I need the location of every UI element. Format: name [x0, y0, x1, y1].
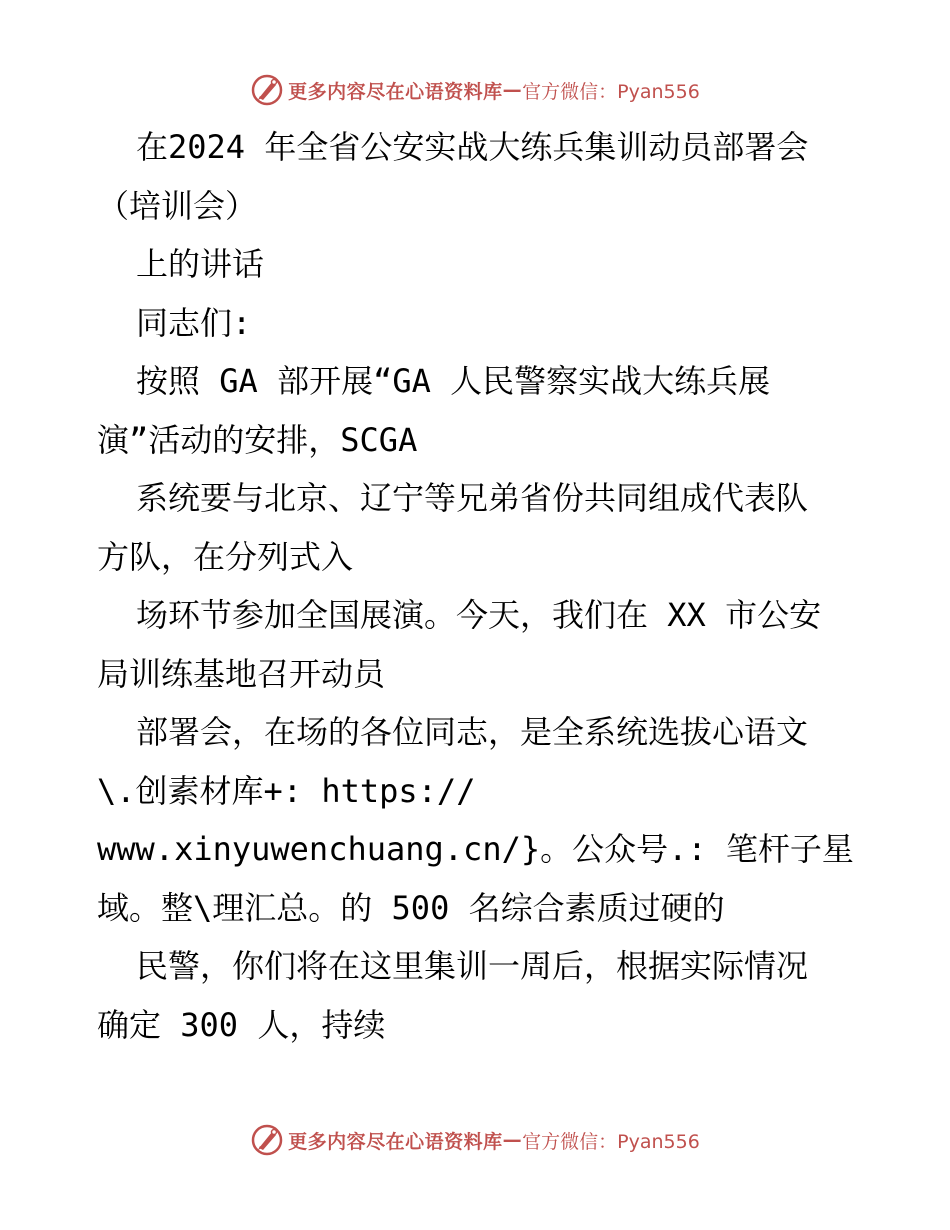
text-line: （培训会）	[97, 186, 258, 225]
header-banner	[0, 70, 950, 110]
text-line: 上的讲话	[136, 245, 265, 283]
quill-pen-logo-icon	[250, 73, 284, 107]
quill-pen-logo-icon	[250, 1123, 284, 1157]
banner-title: 更多内容尽在心语资料库	[288, 1130, 503, 1153]
text-line: 按照 GA 部开展“GA 人民警察实战大练兵展	[136, 362, 771, 400]
text-line: \.创素材库+: https://	[97, 771, 476, 810]
banner-title: 更多内容尽在心语资料库	[288, 80, 503, 103]
text-line: 在2024 年全省公安实战大练兵集训动员部署会	[136, 128, 809, 166]
text-line: 局训练基地召开动员	[97, 654, 386, 693]
footer-banner-inner	[250, 1123, 700, 1157]
text-line: 确定 300 人，持续	[97, 1005, 386, 1044]
text-line: 演”活动的安排，SCGA	[97, 420, 418, 459]
text-line: 方队，在分列式入	[97, 537, 354, 576]
banner-dash: —	[502, 79, 523, 101]
text-line: 场环节参加全国展演。今天，我们在 XX 市公安	[136, 596, 822, 634]
text-line: 域。整\理汇总。的 500 名综合素质过硬的	[97, 888, 725, 927]
banner-wechat: 官方微信：Pyan556	[522, 1130, 700, 1153]
text-line: 部署会，在场的各位同志，是全系统选拔心语文	[136, 713, 809, 751]
text-line: 系统要与北京、辽宁等兄弟省份共同组成代表队	[136, 479, 809, 517]
banner-dash: —	[502, 1129, 523, 1151]
banner-wechat: 官方微信：Pyan556	[522, 80, 700, 103]
footer-banner	[0, 1120, 950, 1160]
text-line: 民警，你们将在这里集训一周后，根据实际情况	[136, 947, 809, 985]
header-banner-inner	[250, 73, 700, 107]
text-line: 同志们:	[136, 303, 252, 342]
text-line: www.xinyuwenchuang.cn/}。公众号.: 笔杆子星	[97, 830, 854, 868]
document-body	[97, 118, 857, 1054]
